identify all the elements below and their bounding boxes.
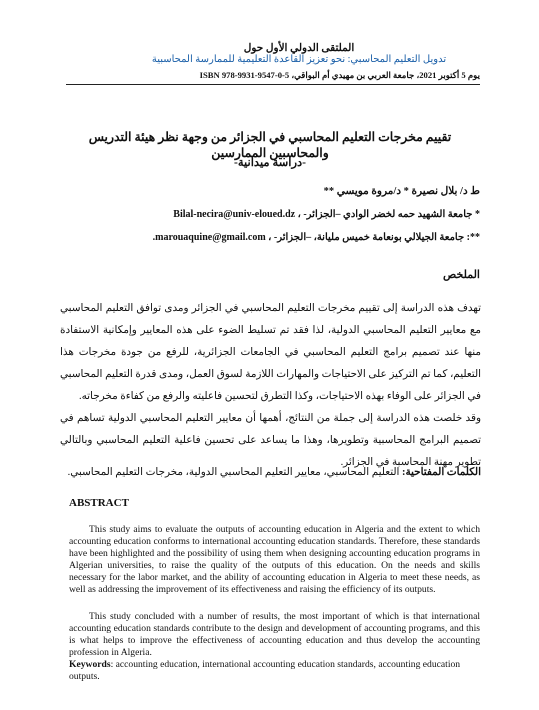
arabic-abstract-heading: الملخص [443,269,480,281]
header-divider [66,84,480,85]
authors: ط د/ بلال نصيرة * د/مروة مويسي ** [323,186,480,197]
conference-date-line: يوم 5 أكتوبر 2021، جامعة العربي بن مهيدي أم البواقي، ISBN 978-9931-9547-0-5 [199,70,480,80]
arabic-abstract-paragraph-2: وقد خلصت هذه الدراسة إلى جملة من النتائج، أهمها أن معايير التعليم المحاسبي الدولية تساهم في تصميم البرامج المحاسبية وتطويرها، وهذا ما يساعد على تحسين فاعلية التعليم المحاسبي وبالتالي تطوير مهنة المحاسبة في الجزائر. [60,413,481,468]
paper-subtitle: -دراسة ميدانية- [234,157,306,169]
affiliation-2: **: جامعة الجيلالي بونعامة خميس مليانة، –الجزائر- ، marouaquine@gmail.com. [152,232,480,243]
conference-name: الملتقى الدولي الأول حول [243,43,355,54]
arabic-keywords-text: التعليم المحاسبي، معايير التعليم المحاسبي الدولية، مخرجات التعليم المحاسبي. [67,467,402,478]
english-keywords-label: Keywords [69,659,111,670]
conference-theme: تدويل التعليم المحاسبي: نحو تعزيز القاعدة التعليمية للممارسة المحاسبية [151,54,447,65]
english-keywords-text: : accounting education, international accounting education standards, accounting education outputs. [69,659,461,682]
english-abstract-text-1: This study aims to evaluate the outputs of accounting education in Algeria and the extent to which accounting education conforms to international accounting education standards. Therefore, these standards have been highlighted and the possibility of using them when designing accounting education programs in Algerian universities, to raise the quality of the outputs of this education. On the needs and skills necessary for the labor market, and the ability of accounting education in Algeria to meet these needs, as well as addressing the improvement of its effectiveness and raising the efficiency of its outputs. [69,524,480,595]
english-abstract-text-2: This study concluded with a number of results, the most important of which is that international accounting education standards contribute to the design and development of accounting programs, and this is what helps to improve the effectiveness of accounting education and thus develop the accounting profession in Algeria. [69,611,480,658]
arabic-abstract-paragraph-1: تهدف هذه الدراسة إلى تقييم مخرجات التعليم المحاسبي في الجزائر ومدى توافق التعليم المحاسبي مع معايير التعليم المحاسبي الدولية، لذا فقد تم تسليط الضوء على هذه المعايير وإمكانية الاستفادة منها عند تصميم برامج التعليم المحاسبي في الجامعات الجزائرية، للرفع من جودة مخرجات هذا التعليم، كما تم التركيز على الاحتياجات والمهارات اللازمة لسوق العمل، ومدى قدرة التعليم المحاسبي في الجزائر على الوفاء بهذه الاحتياجات، وكذا التطرق لتحسين فاعليته والرفع من كفاءة مخرجاته. [60,303,481,402]
english-abstract-paragraph-2 [69,611,480,659]
affiliation-1: * جامعة الشهيد حمه لخضر الوادي –الجزائر- ، Bilal-necira@univ-eloued.dz [173,209,480,220]
arabic-keywords [60,466,481,478]
paper-title: تقييم مخرجات التعليم المحاسبي في الجزائر من وجهة نظر هيئة التدريس والمحاسبين الممارسين [88,130,452,160]
english-keywords [69,659,480,683]
arabic-keywords-label: الكلمات المفتاحية: [402,467,481,478]
english-abstract-paragraph-1 [69,524,480,596]
english-abstract-heading: ABSTRACT [69,497,129,509]
